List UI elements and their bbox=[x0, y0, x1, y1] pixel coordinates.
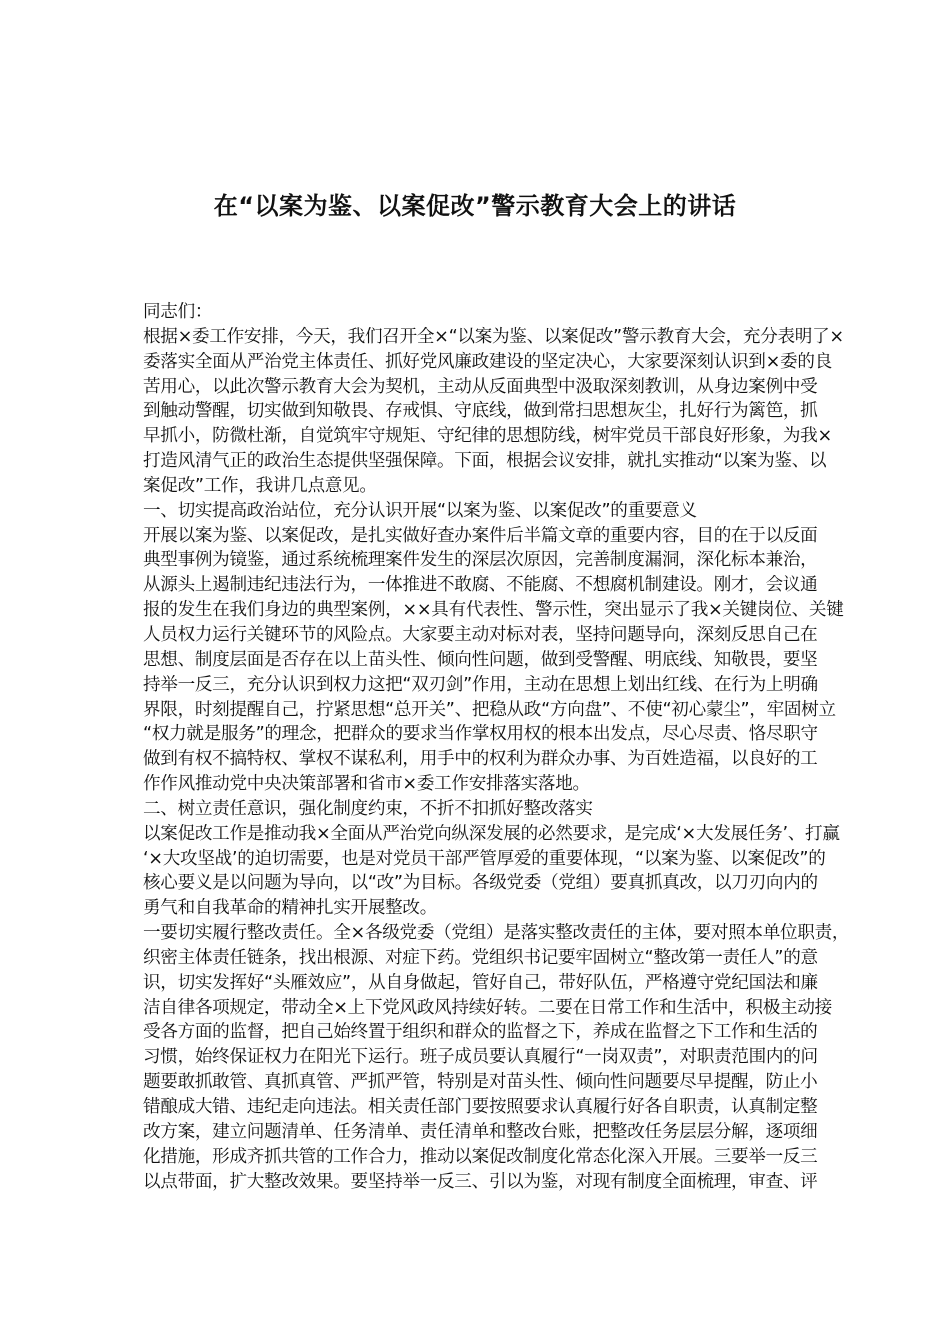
text-line: 委落实全面从严治党主体责任、抓好党风廉政建设的坚定决心，大家要深刻认识到×委的良 bbox=[143, 351, 832, 372]
text-line: 报的发生在我们身边的典型案例，××具有代表性、警示性，突出显示了我×关键岗位、关键 bbox=[143, 600, 844, 621]
text-line: 以点带面，扩大整改效果。要坚持举一反三、引以为鉴，对现有制度全面梳理，审查、评 bbox=[143, 1171, 818, 1192]
text-line: 一、切实提高政治站位，充分认识开展“以案为鉴、以案促改”的重要意义 bbox=[143, 500, 697, 521]
text-line: 核心要义是以问题为导向，以“改”为目标。各级党委（党组）要真抓真改，以刀刃向内的 bbox=[143, 873, 818, 894]
text-line: 一要切实履行整改责任。全×各级党委（党组）是落实整改责任的主体，要对照本单位职责， bbox=[143, 923, 850, 944]
text-line: 错酿成大错、违纪走向违法。相关责任部门要按照要求认真履行好各自职责，认真制定整 bbox=[143, 1097, 818, 1117]
text-line: ‘×大攻坚战’的迫切需要，也是对党员干部严管厚爱的重要体现，“以案为鉴、以案促改”的 bbox=[143, 848, 826, 869]
text-line: 以案促改工作是推动我×全面从严治党向纵深发展的必然要求，是完成‘×大发展任务’、打赢 bbox=[143, 823, 840, 844]
text-line: 早抓小，防微杜渐，自觉筑牢守规矩、守纪律的思想防线，树牢党员干部良好形象，为我× bbox=[143, 426, 832, 447]
document-title: 在“以案为鉴、以案促改”警示教育大会上的讲话 bbox=[213, 192, 737, 220]
text-line: 从源头上遏制违纪违法行为，一体推进不敢腐、不能腐、不想腐机制建设。刚才，会议通 bbox=[143, 575, 818, 596]
text-line: 改方案，建立问题清单、任务清单、责任清单和整改台账，把整改任务层层分解，逐项细 bbox=[143, 1121, 818, 1142]
text-line: 习惯，始终保证权力在阳光下运行。班子成员要认真履行“一岗双责”，对职责范围内的问 bbox=[143, 1047, 818, 1068]
text-line: 题要敢抓敢管、真抓真管、严抓严管，特别是对苗头性、倾向性问题要尽早提醒，防止小 bbox=[143, 1072, 818, 1093]
text-line: 勇气和自我革命的精神扎实开展整改。 bbox=[143, 898, 437, 919]
text-line: 案促改”工作，我讲几点意见。 bbox=[143, 475, 377, 496]
text-line: 做到有权不搞特权、掌权不谋私利，用手中的权利为群众办事、为百姓造福，以良好的工 bbox=[143, 749, 818, 770]
text-line: 根据×委工作安排，今天，我们召开全×“以案为鉴、以案促改”警示教育大会，充分表明了× bbox=[143, 326, 844, 347]
text-line: 到触动警醒，切实做到知敬畏、存戒惧、守底线，做到常扫思想灰尘，扎好行为篱笆，抓 bbox=[143, 401, 818, 422]
text-line: 打造风清气正的政治生态提供坚强保障。下面，根据会议安排，就扎实推动“以案为鉴、以 bbox=[143, 451, 827, 472]
text-line: 化措施，形成齐抓共管的工作合力，推动以案促改制度化常态化深入开展。三要举一反三 bbox=[143, 1146, 818, 1167]
text-line: 洁自律各项规定，带动全×上下党风政风持续好转。二要在日常工作和生活中，积极主动接 bbox=[143, 997, 832, 1018]
text-line: “权力就是服务”的理念，把群众的要求当作掌权用权的根本出发点，尽心尽责、恪尽职守 bbox=[143, 724, 818, 745]
text-line: 思想、制度层面是否存在以上苗头性、倾向性问题，做到受警醒、明底线、知敬畏，要坚 bbox=[143, 649, 818, 670]
text-line: 作作风推动党中央决策部署和省市×委工作安排落实落地。 bbox=[143, 774, 590, 795]
text-line: 织密主体责任链条，找出根源、对症下药。党组织书记要牢固树立“整改第一责任人”的意 bbox=[143, 947, 818, 968]
text-line: 苦用心，以此次警示教育大会为契机，主动从反面典型中汲取深刻教训，从身边案例中受 bbox=[143, 376, 818, 397]
text-line: 二、树立责任意识，强化制度约束，不折不扣抓好整改落实 bbox=[143, 798, 593, 819]
text-line: 持举一反三，充分认识到权力这把“双刃剑”作用，主动在思想上划出红线、在行为上明确 bbox=[143, 674, 818, 695]
document-body bbox=[143, 300, 850, 1194]
text-line: 界限，时刻提醒自己，拧紧思想“总开关”、把稳从政“方向盘”、不使“初心蒙尘”，牢固树立 bbox=[143, 699, 836, 720]
text-line: 识，切实发挥好“头雁效应”，从自身做起，管好自己，带好队伍，严格遵守党纪国法和廉 bbox=[143, 972, 818, 993]
text-line: 同志们： bbox=[143, 302, 213, 322]
text-line: 典型事例为镜鉴，通过系统梳理案件发生的深层次原因，完善制度漏洞，深化标本兼治， bbox=[143, 550, 818, 571]
text-line: 受各方面的监督，把自己始终置于组织和群众的监督之下，养成在监督之下工作和生活的 bbox=[143, 1022, 818, 1043]
text-line: 人员权力运行关键环节的风险点。大家要主动对标对表，坚持问题导向，深刻反思自己在 bbox=[143, 624, 818, 645]
text-line: 开展以案为鉴、以案促改，是扎实做好查办案件后半篇文章的重要内容，目的在于以反面 bbox=[143, 525, 818, 546]
